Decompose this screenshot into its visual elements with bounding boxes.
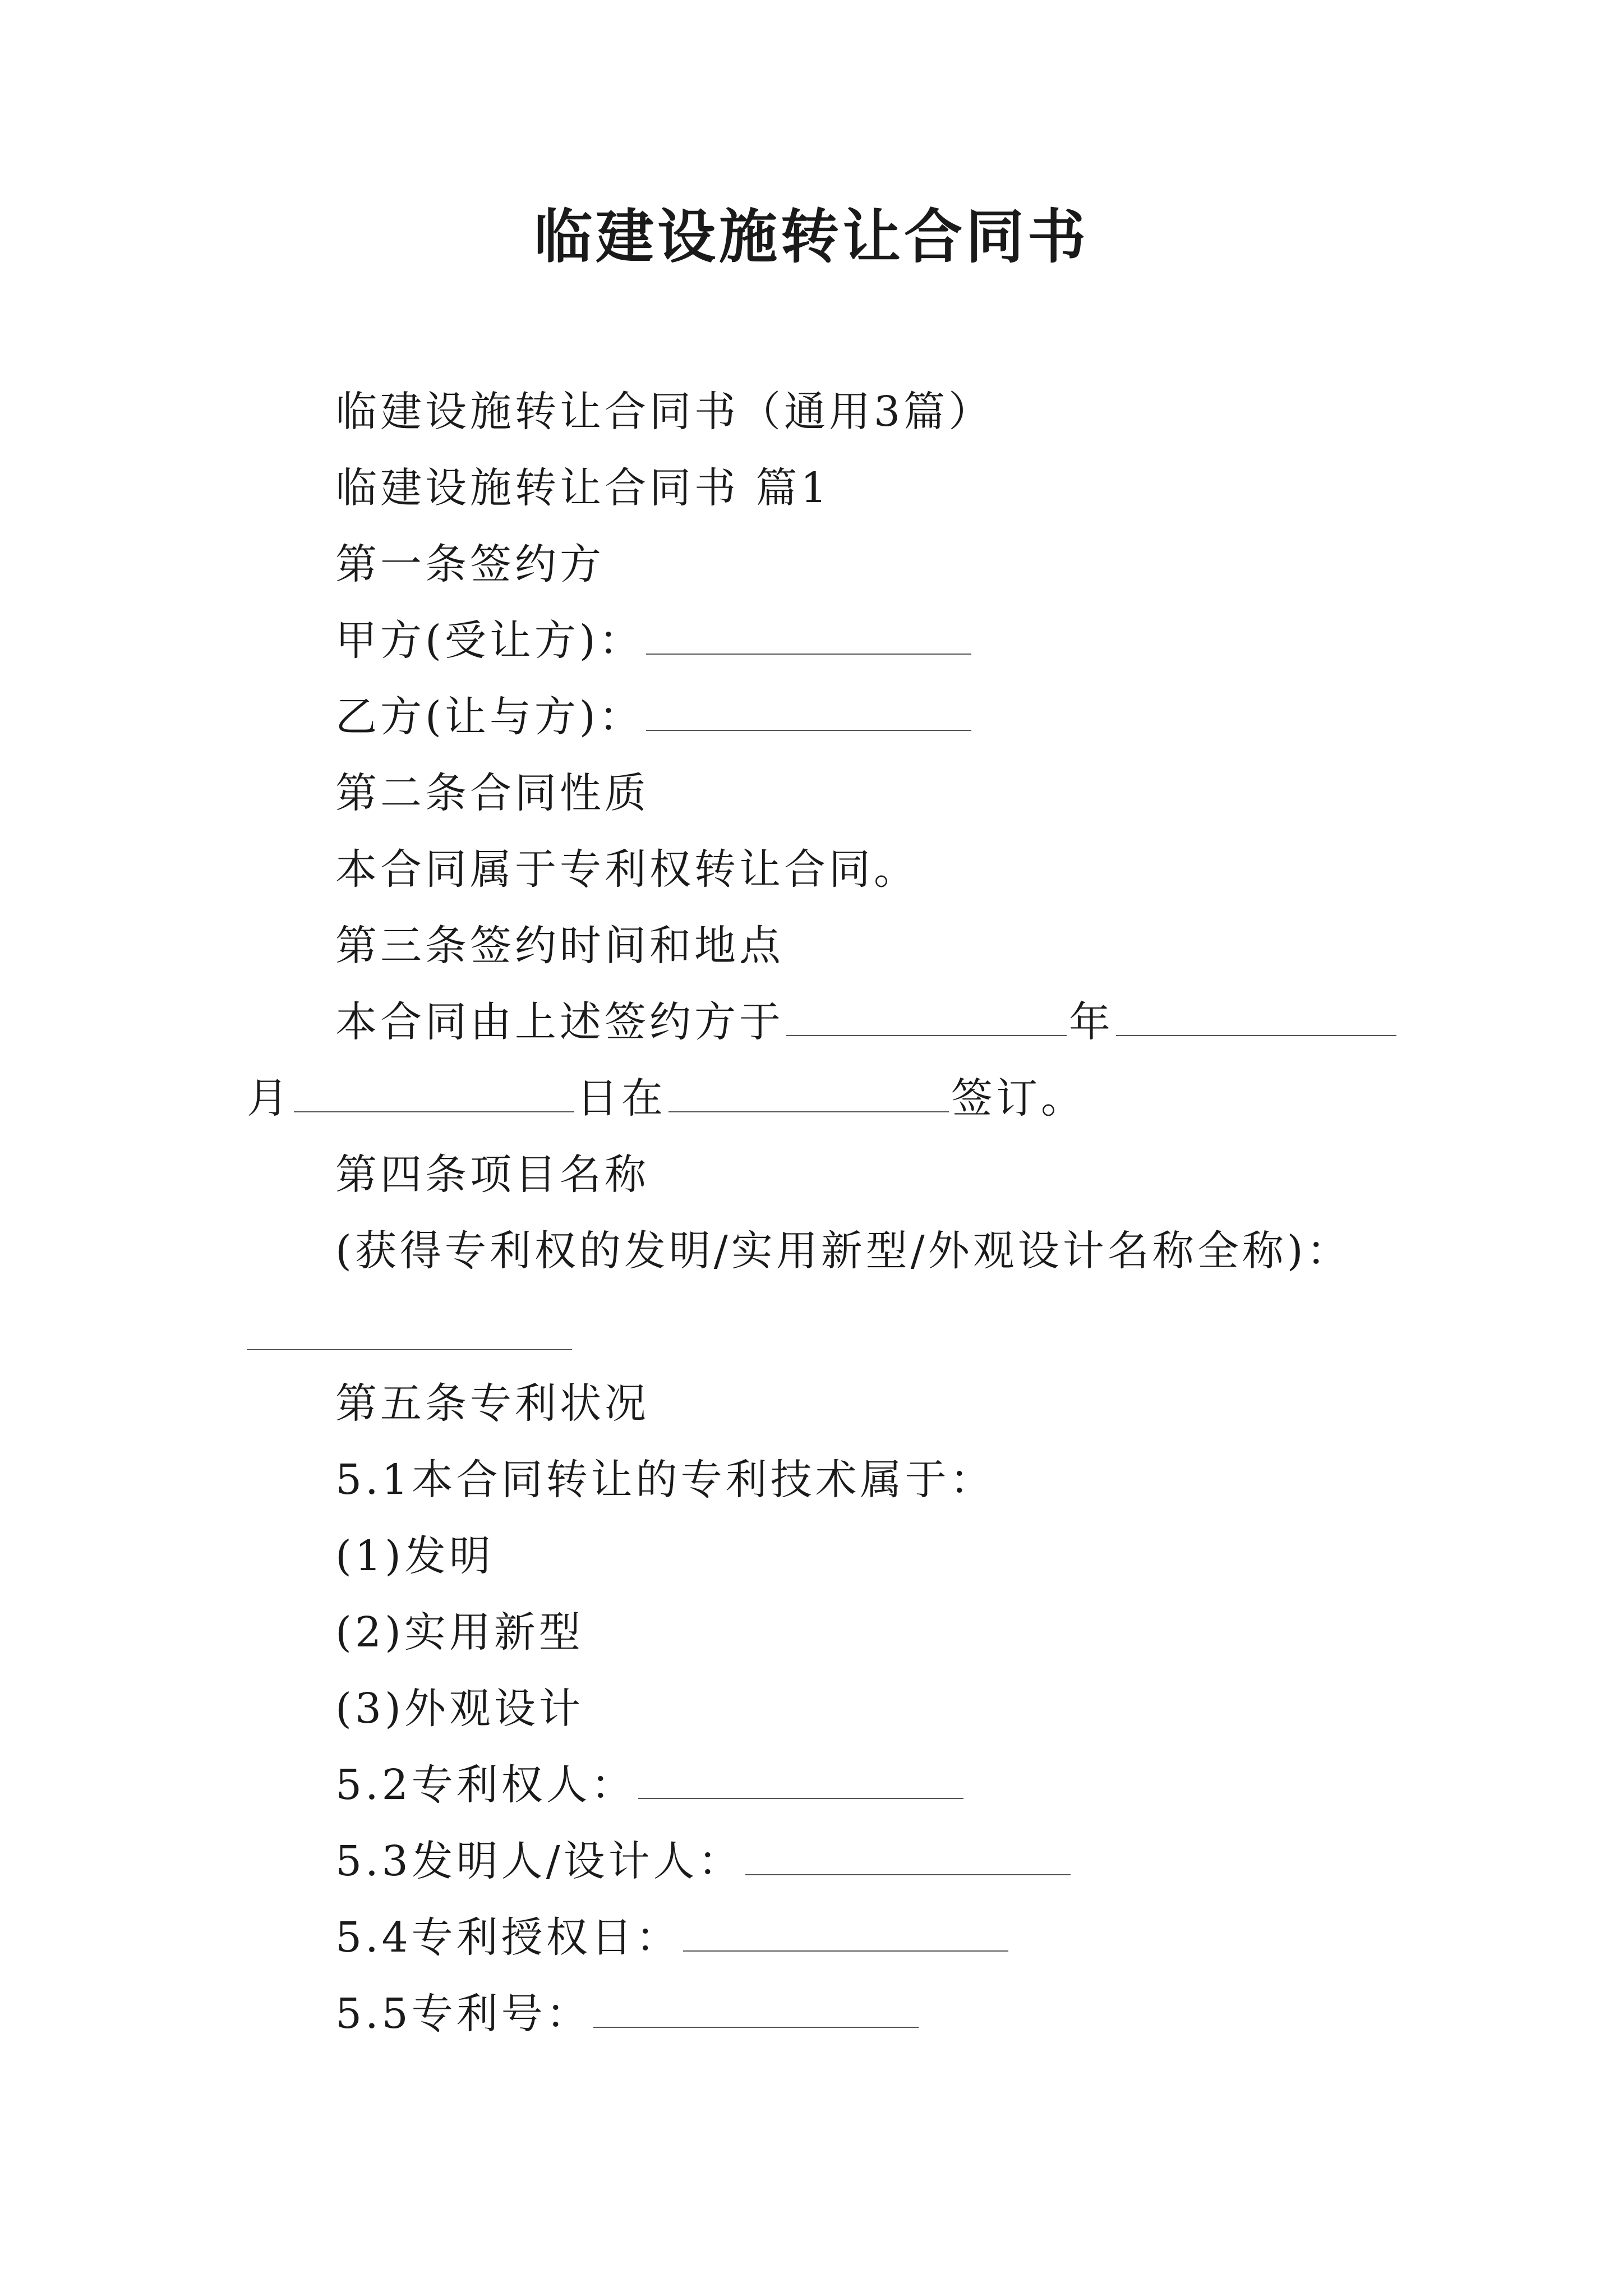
signed-label: 签订。 <box>951 1074 1086 1122</box>
grant-date-blank <box>683 1917 1008 1952</box>
option-utility-model: (2)实用新型 <box>335 1608 584 1657</box>
patent-number-blank <box>593 1993 919 2028</box>
article-2-heading: 第二条合同性质 <box>335 769 649 817</box>
section-heading-part-1: 临建设施转让合同书 篇1 <box>335 464 831 512</box>
party-b-label: 乙方(让与方)： <box>335 693 644 741</box>
clause-5-1: 5.1本合同转让的专利技术属于： <box>335 1456 995 1504</box>
year-label: 年 <box>1069 998 1114 1046</box>
article-3-heading: 第三条签约时间和地点 <box>335 922 784 970</box>
clause-5-3-line <box>335 1837 1073 1887</box>
option-invention: (1)发明 <box>335 1532 494 1580</box>
party-a-blank <box>646 620 971 655</box>
party-a-label: 甲方(受让方)： <box>335 616 644 665</box>
patentee-blank <box>638 1764 963 1799</box>
patent-number-label: 5.5专利号： <box>335 1990 591 2038</box>
contract-nature-text: 本合同属于专利权转让合同。 <box>335 845 919 894</box>
article-4-heading: 第四条项目名称 <box>335 1151 649 1199</box>
place-blank <box>668 1078 949 1112</box>
article-1-heading: 第一条签约方 <box>335 540 605 588</box>
day-blank <box>294 1078 574 1112</box>
article-5-heading: 第五条专利状况 <box>335 1379 649 1428</box>
patentee-label: 5.2专利权人： <box>335 1761 636 1809</box>
signing-sentence-line-2 <box>247 1074 1086 1124</box>
party-b-blank <box>646 696 971 731</box>
grant-date-label: 5.4专利授权日： <box>335 1913 681 1962</box>
inventor-label: 5.3发明人/设计人： <box>335 1837 743 1885</box>
clause-5-5-line <box>335 1989 921 2039</box>
year-blank <box>786 1001 1067 1036</box>
document-subtitle: 临建设施转让合同书（通用3篇） <box>335 388 994 436</box>
party-a-line <box>335 616 974 666</box>
signing-sentence-line-1 <box>335 997 1399 1047</box>
month-label: 月 <box>247 1074 292 1122</box>
day-at-label: 日在 <box>577 1074 666 1122</box>
project-name-label: (获得专利权的发明/实用新型/外观设计名称全称)： <box>335 1227 1352 1275</box>
document-title: 临建设施转让合同书 <box>533 202 1089 271</box>
signing-sentence-prefix: 本合同由上述签约方于 <box>335 998 784 1046</box>
clause-5-2-line <box>335 1760 966 1810</box>
clause-5-4-line <box>335 1913 1011 1963</box>
party-b-line <box>335 692 974 742</box>
project-name-blank <box>247 1349 572 1350</box>
option-design: (3)外观设计 <box>335 1685 584 1733</box>
inventor-blank <box>745 1841 1071 1875</box>
month-blank <box>1116 1001 1396 1036</box>
